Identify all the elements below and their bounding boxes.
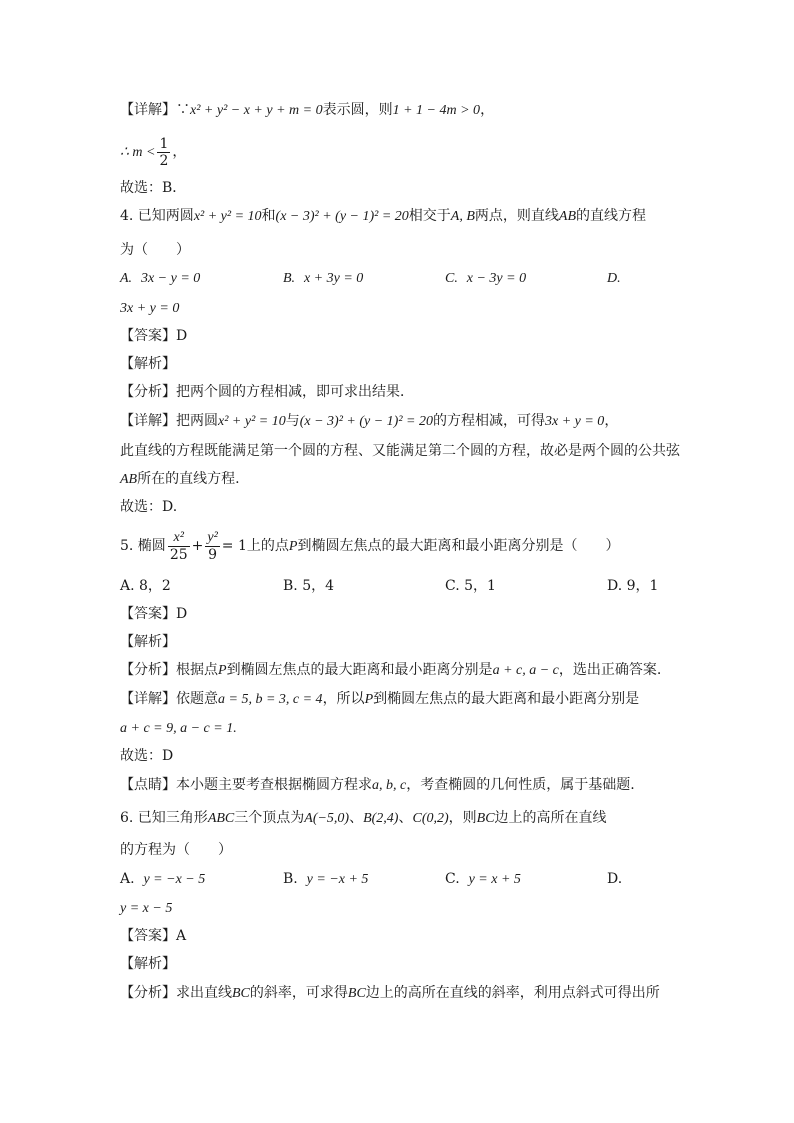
fraction-denominator: 9: [208, 546, 218, 563]
q6-jiexi: 【解析】: [120, 956, 176, 972]
q6-option-d-label: [607, 869, 622, 889]
text-segment: 【分析】求出直线: [120, 985, 232, 1001]
text-segment: 到椭圆左焦点的最大距离和最小距离分别是: [373, 691, 640, 707]
plus-sign: +: [191, 538, 204, 554]
text-segment: 边上的高所在直线的斜率，利用点斜式可得出所: [365, 985, 660, 1001]
q5-answer: 【答案】D: [120, 606, 188, 622]
q3-conclusion-line: [120, 134, 186, 171]
line-ab: AB: [558, 209, 577, 224]
formula: a = 5, b = 3, c = 4: [218, 692, 323, 707]
q4-detail-line2: 此直线的方程既能满足第一个圆的方程、又能满足第二个圆的方程，故必是两个圆的公共弦: [120, 443, 680, 459]
fraction-denominator: 25: [169, 546, 188, 563]
text-segment: ，选出正确答案.: [558, 662, 662, 678]
q4-jiexi: 【解析】: [120, 356, 176, 372]
text-segment: 到椭圆左焦点的最大距离和最小距离分别是（ ）: [297, 538, 620, 554]
q6-option-a: [120, 869, 205, 890]
line-ab: AB: [120, 472, 138, 487]
fraction-x2-25: [168, 530, 190, 563]
point-p: P: [218, 663, 227, 678]
q6-stem-line1: [120, 808, 607, 829]
fraction-numerator: 1: [159, 135, 169, 152]
q6-option-d-text: [120, 898, 172, 919]
result-equation: 3x + y = 0: [544, 414, 605, 429]
equals-one: = 1: [221, 538, 247, 554]
q5-option-c: C. 5，1: [445, 578, 496, 594]
fraction-denominator: 2: [159, 152, 169, 169]
option-label: C.: [445, 871, 460, 887]
option-label: C.: [445, 271, 458, 286]
option-text: x + 3y = 0: [303, 271, 364, 286]
because-symbol: ∵: [176, 102, 190, 118]
fraction-numerator: y²: [207, 529, 218, 545]
q6-analysis: [120, 983, 660, 1004]
therefore-m-less: ∴ m <: [120, 145, 156, 160]
q5-jiexi: 【解析】: [120, 634, 176, 650]
text-segment: ，: [172, 144, 187, 160]
q5-detail-line1: [120, 689, 639, 710]
side-bc: BC: [347, 986, 366, 1001]
triangle-abc: ABC: [207, 811, 235, 826]
q4-choose: 故选：D.: [120, 499, 178, 515]
text-segment: 上的点: [246, 538, 289, 554]
text-segment: 所在的直线方程.: [137, 471, 240, 487]
option-text: x − 3y = 0: [466, 271, 527, 286]
inequality: 1 + 1 − 4m > 0: [392, 103, 481, 118]
circle2-equation: (x − 3)² + (y − 1)² = 20: [275, 209, 409, 224]
text-segment: 的斜率，可求得: [249, 985, 348, 1001]
option-text: y = x − 5: [120, 901, 173, 916]
point-p: P: [288, 539, 298, 554]
q4-detail-line3: [120, 469, 240, 490]
fraction-one-half: [157, 136, 170, 169]
option-text: y = x + 5: [468, 872, 521, 887]
text-segment: 表示圆，则: [322, 102, 393, 118]
vertex-c: C(0,2): [412, 811, 449, 826]
q6-option-b: [283, 869, 368, 890]
side-bc: BC: [476, 811, 495, 826]
circle2-equation: (x − 3)² + (y − 1)² = 20: [299, 414, 433, 429]
detail-tag: 【详解】: [120, 102, 176, 118]
separator: 、: [398, 810, 413, 826]
circle1-equation: x² + y² = 10: [193, 209, 262, 224]
q4-option-a: [120, 268, 200, 289]
option-label: A.: [120, 271, 133, 286]
option-label: B.: [283, 871, 298, 887]
q4-detail-line1: [120, 411, 618, 432]
question-number: 4. 已知两圆: [120, 208, 194, 224]
q6-answer: 【答案】A: [120, 928, 187, 944]
q6-stem-line2: 的方程为（ ）: [120, 842, 232, 858]
q4-stem-line1: [120, 206, 646, 227]
text-segment: ，则: [448, 810, 477, 826]
fraction-numerator: x²: [168, 530, 190, 547]
q4-option-d-label: [607, 268, 621, 289]
text-segment: ，所以: [322, 691, 365, 707]
question-number: 6. 已知三角形: [120, 810, 208, 826]
q5-choose: 故选：D: [120, 748, 174, 764]
text-segment: 【分析】根据点: [120, 662, 218, 678]
q5-detail-line2: [120, 718, 237, 739]
option-text: y = −x + 5: [306, 872, 369, 887]
text-segment: 【详解】依题意: [120, 691, 218, 707]
formula: a + c = 9, a − c = 1.: [120, 721, 237, 736]
q5-dianjing: [120, 775, 635, 796]
text-segment: 的直线方程: [576, 208, 647, 224]
text-segment: 的方程相减，可得: [432, 413, 545, 429]
question-number: 5. 椭圆: [120, 538, 166, 554]
q4-answer: 【答案】D: [120, 328, 188, 344]
q4-option-d-text: [120, 298, 179, 319]
option-text: y = −x − 5: [143, 872, 206, 887]
text-segment: ，考查椭圆的几何性质，属于基础题.: [406, 777, 635, 793]
vertex-a: A(−5,0): [304, 811, 350, 826]
text-segment: 到椭圆左焦点的最大距离和最小距离分别是: [226, 662, 493, 678]
formula: a, b, c: [372, 778, 407, 793]
q5-option-b: B. 5，4: [283, 578, 335, 594]
q4-option-b: [283, 268, 363, 289]
q4-stem-line2: 为（ ）: [120, 242, 190, 258]
text-segment: 【详解】把两圆: [120, 413, 218, 429]
vertex-b: B(2,4): [363, 811, 399, 826]
q4-option-c: [445, 268, 526, 289]
formula: a + c, a − c: [492, 663, 559, 678]
text-segment: 边上的高所在直线: [494, 810, 607, 826]
option-label: B.: [283, 271, 296, 286]
q3-choose: 故选：B．: [120, 180, 187, 196]
option-label: D.: [607, 271, 621, 286]
separator: 、: [349, 810, 364, 826]
text-segment: 相交于: [408, 208, 451, 224]
fraction-y2-9: [205, 530, 219, 563]
q5-option-a: A. 8，2: [120, 578, 171, 594]
point-p: P: [364, 692, 374, 707]
text-segment: ，: [480, 102, 495, 118]
text-segment: 与: [285, 413, 300, 429]
option-label: D.: [607, 871, 623, 887]
side-bc: BC: [232, 986, 250, 1001]
q4-analysis: 【分析】把两个圆的方程相减，即可求出结果．: [120, 384, 414, 400]
text-segment: 【点睛】本小题主要考查根据椭圆方程求: [120, 777, 372, 793]
option-text: 3x + y = 0: [120, 301, 180, 316]
text-segment: 三个顶点为: [234, 810, 305, 826]
circle-equation: x² + y² − x + y + m = 0: [190, 103, 323, 118]
text-segment: 两点，则直线: [474, 208, 559, 224]
text-segment: 和: [261, 208, 276, 224]
option-text: 3x − y = 0: [140, 271, 201, 286]
q5-option-d: D. 9，1: [607, 578, 659, 594]
q5-analysis: [120, 660, 661, 681]
q3-detail-line: [120, 100, 494, 121]
q5-stem: [120, 526, 619, 567]
circle1-equation: x² + y² = 10: [218, 414, 286, 429]
points-ab: A, B: [450, 209, 475, 224]
q6-option-c: [445, 869, 521, 890]
option-label: A.: [120, 871, 135, 887]
text-segment: ，: [604, 413, 619, 429]
